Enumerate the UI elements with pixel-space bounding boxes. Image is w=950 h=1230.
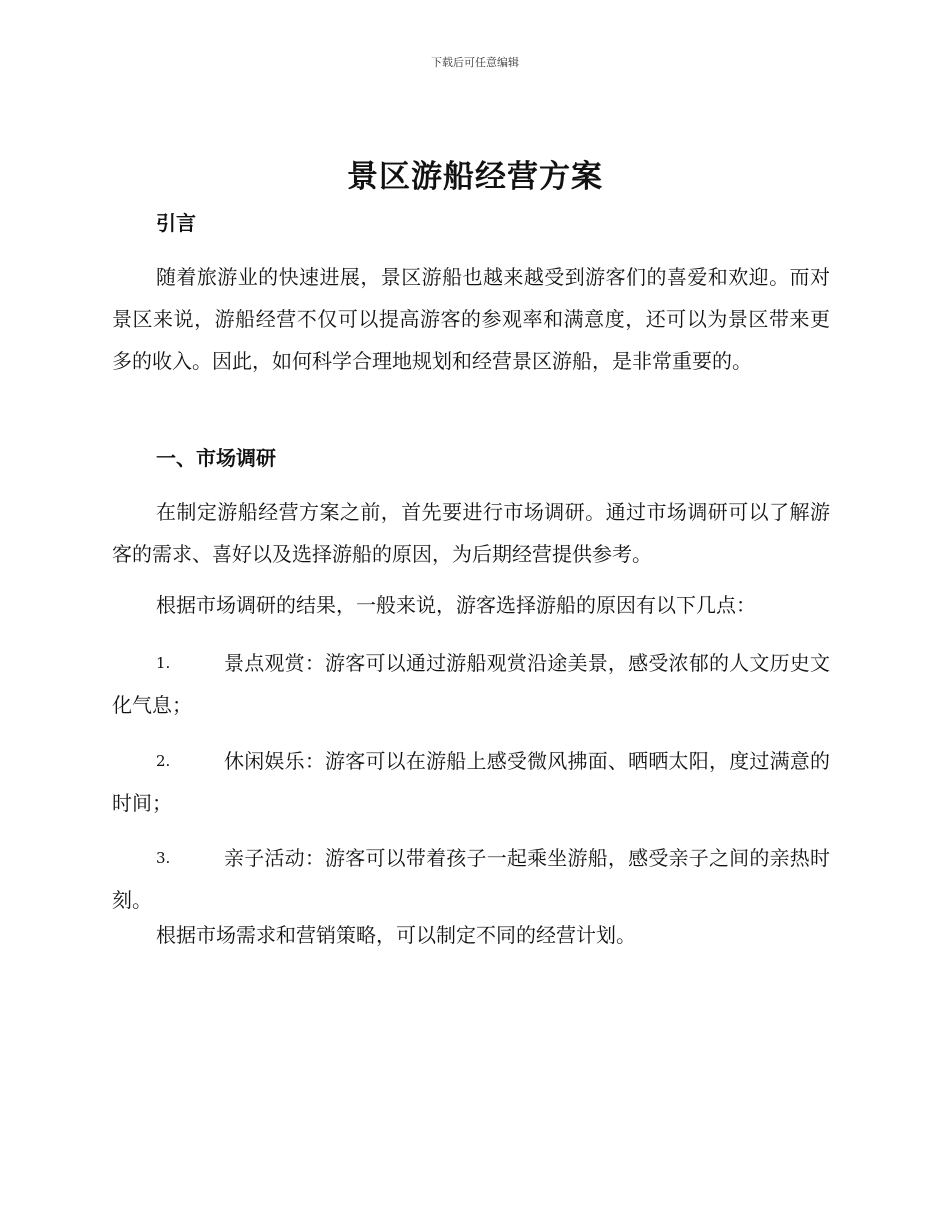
list-item-number: 3. — [156, 849, 171, 867]
list-item-text: 休闲娱乐：游客可以在游船上感受微风拂面、晒晒太阳，度过满意的时间； — [112, 749, 830, 815]
list-item-text: 景点观赏：游客可以通过游船观赏沿途美景，感受浓郁的人文历史文化气息； — [112, 651, 830, 717]
list-item — [112, 740, 830, 824]
list-item-number: 2. — [156, 752, 171, 770]
intro-paragraph: 随着旅游业的快速进展，景区游船也越来越受到游客们的喜爱和欢迎。而对景区来说，游船经营不仅可以提高游客的参观率和满意度，还可以为景区带来更多的收入。因此，如何科学合理地规划和经营景区游船，是非常重要的。 — [112, 265, 830, 373]
section-heading-market-research: 一、市场调研 — [156, 446, 276, 470]
list-item-number: 1. — [156, 654, 171, 672]
list-item — [112, 642, 830, 726]
list-item-text: 亲子活动：游客可以带着孩子一起乘坐游船，感受亲子之间的亲热时刻。 — [112, 846, 830, 912]
intro-heading: 引言 — [156, 211, 196, 235]
document-title: 景区游船经营方案 — [347, 159, 603, 195]
list-item — [112, 837, 830, 921]
header-note: 下载后可任意编辑 — [431, 56, 519, 69]
reasons-intro-paragraph: 根据市场调研的结果，一般来说，游客选择游船的原因有以下几点： — [156, 593, 756, 617]
operating-plan-paragraph: 根据市场需求和营销策略，可以制定不同的经营计划。 — [156, 923, 636, 947]
market-research-paragraph: 在制定游船经营方案之前，首先要进行市场调研。通过市场调研可以了解游客的需求、喜好以及选择游船的原因，为后期经营提供参考。 — [112, 500, 830, 566]
